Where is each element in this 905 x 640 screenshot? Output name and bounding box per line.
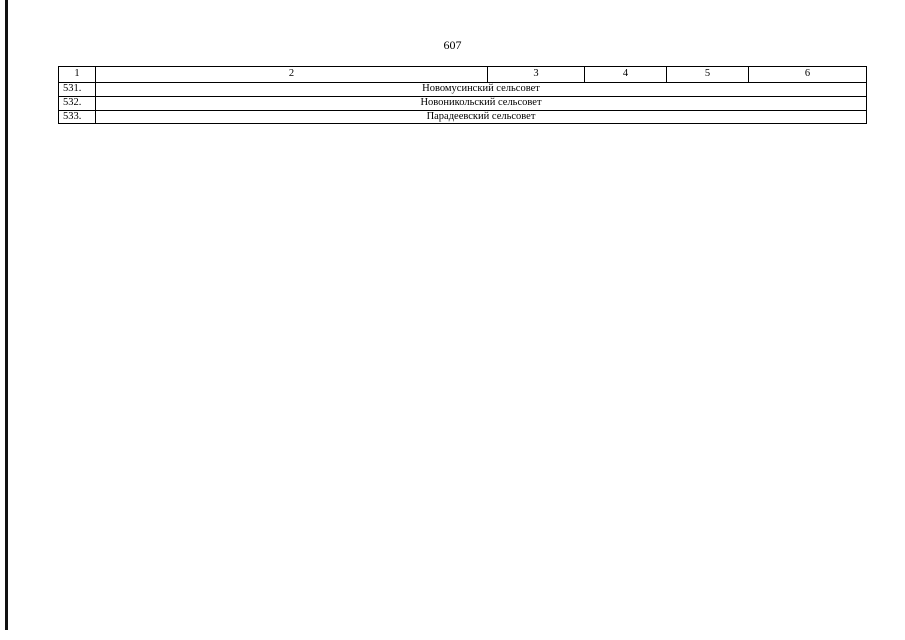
section-row <box>59 110 867 124</box>
tariff-table <box>58 66 867 124</box>
column-header-5: 5 <box>667 67 749 83</box>
column-header-2: 2 <box>96 67 488 83</box>
page-edge-mark <box>5 0 8 630</box>
page-number: 607 <box>443 38 462 52</box>
column-number-row <box>59 67 867 83</box>
section-row <box>59 96 867 110</box>
section-index: 533. <box>59 110 96 124</box>
column-header-1: 1 <box>59 67 96 83</box>
column-header-3: 3 <box>488 67 585 83</box>
section-row <box>59 83 867 97</box>
column-header-6: 6 <box>749 67 867 83</box>
column-header-4: 4 <box>585 67 667 83</box>
section-index: 532. <box>59 96 96 110</box>
section-title: Парадеевский сельсовет <box>96 110 867 124</box>
section-title: Новомусинский сельсовет <box>96 83 867 97</box>
section-title: Новоникольский сельсовет <box>96 96 867 110</box>
section-index: 531. <box>59 83 96 97</box>
